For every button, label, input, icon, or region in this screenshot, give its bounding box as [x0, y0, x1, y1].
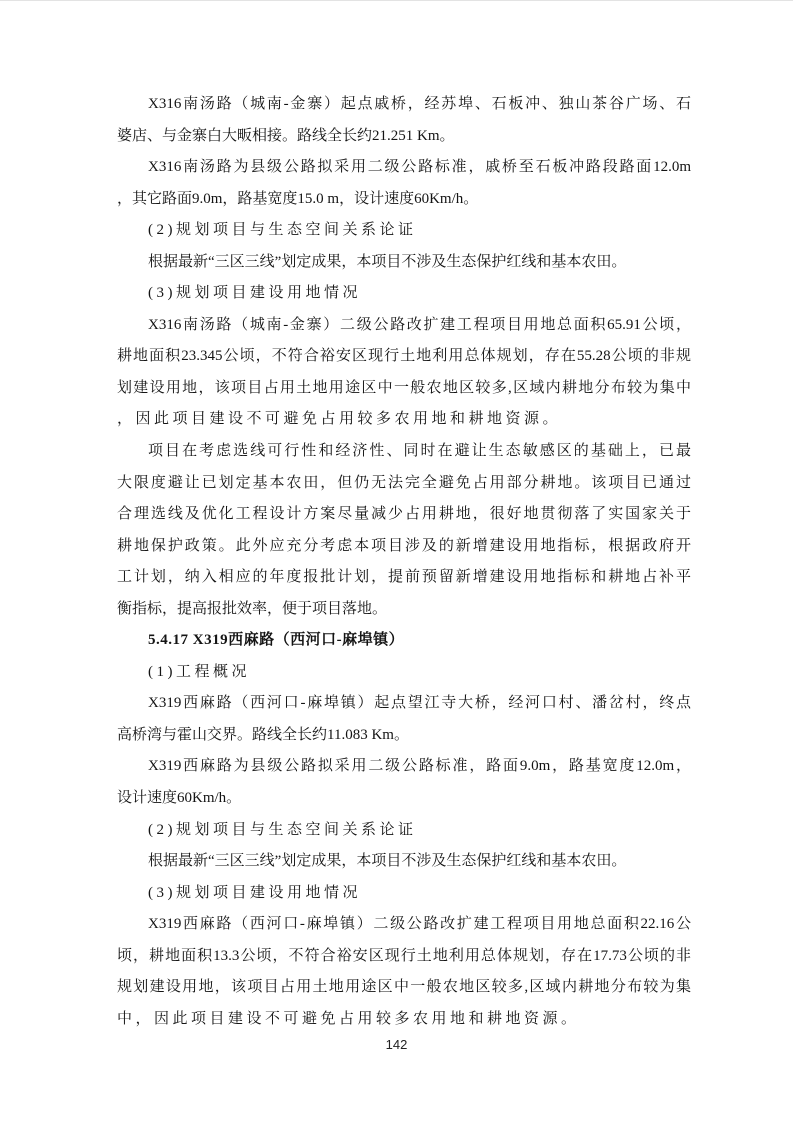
- text-line: X316南汤路（城南-金寨）二级公路改扩建工程项目用地总面积65.91公顷，: [148, 316, 691, 333]
- text-line: 大限度避让已划定基本农田，但仍无法完全避免占用部分耕地。该项目已通过: [117, 474, 691, 491]
- text-line: X316南汤路为县级公路拟采用二级公路标准，戚桥至石板冲路段路面12.0m: [148, 159, 691, 176]
- text-line: X316南汤路（城南-金寨）起点戚桥，经苏埠、石板冲、独山茶谷广场、石: [148, 96, 691, 112]
- text-line: (2)规划项目与生态空间关系论证: [148, 222, 417, 239]
- text-line: 根据最新“三区三线”划定成果，本项目不涉及生态保护红线和基本农田。: [148, 253, 627, 270]
- text-line: 耕地面积23.345公顷，不符合裕安区现行土地利用总体规划，存在55.28公顷的非规: [117, 348, 691, 365]
- text-line: ，因此项目建设不可避免占用较多农用地和耕地资源。: [117, 411, 562, 428]
- text-line: 婆店、与金寨白大畈相接。路线全长约21.251 Km。: [117, 127, 455, 144]
- text-line: 顷，耕地面积13.3公顷，不符合裕安区现行土地利用总体规划，存在17.73公顷的非: [117, 947, 691, 964]
- text-line: 划建设用地，该项目占用土地用途区中一般农地区较多,区域内耕地分布较为集中: [117, 379, 691, 396]
- text-line: X319西麻路为县级公路拟采用二级公路标准，路面9.0m，路基宽度12.0m，: [148, 758, 691, 775]
- text-line: (3)规划项目建设用地情况: [148, 285, 361, 302]
- text-line: 工计划，纳入相应的年度报批计划，提前预留新增建设用地指标和耕地占补平: [117, 569, 691, 586]
- text-line: 设计速度60Km/h。: [117, 790, 242, 807]
- text-line: 中，因此项目建设不可避免占用较多农用地和耕地资源。: [117, 1010, 580, 1027]
- page-number: 142: [385, 1037, 408, 1052]
- text-line: X319西麻路（西河口-麻埠镇）二级公路改扩建工程项目用地总面积22.16公: [148, 916, 691, 933]
- text-line: 规划建设用地，该项目占用土地用途区中一般农地区较多,区域内耕地分布较为集: [117, 979, 691, 996]
- section-heading: 5.4.17 X319西麻路（西河口-麻埠镇）: [148, 632, 405, 649]
- text-line: (1)工程概况: [148, 663, 250, 680]
- text-line: 合理选线及优化工程设计方案尽量减少占用耕地，很好地贯彻落了实国家关于: [117, 506, 691, 523]
- text-line: 项目在考虑选线可行性和经济性、同时在避让生态敏感区的基础上，已最: [148, 443, 691, 460]
- text-line: 根据最新“三区三线”划定成果，本项目不涉及生态保护红线和基本农田。: [148, 853, 627, 870]
- text-line: 高桥湾与霍山交界。路线全长约11.083 Km。: [117, 726, 409, 743]
- text-line: ，其它路面9.0m，路基宽度15.0 m，设计速度60Km/h。: [117, 190, 479, 207]
- text-line: (2)规划项目与生态空间关系论证: [148, 821, 417, 838]
- document-body: [117, 89, 691, 1035]
- text-line: X319西麻路（西河口-麻埠镇）起点望江寺大桥，经河口村、潘岔村，终点: [148, 695, 691, 712]
- text-line: (3)规划项目建设用地情况: [148, 884, 361, 901]
- text-line: 耕地保护政策。此外应充分考虑本项目涉及的新增建设用地指标，根据政府开: [117, 537, 691, 554]
- text-line: 衡指标，提高报批效率，便于项目落地。: [117, 600, 388, 617]
